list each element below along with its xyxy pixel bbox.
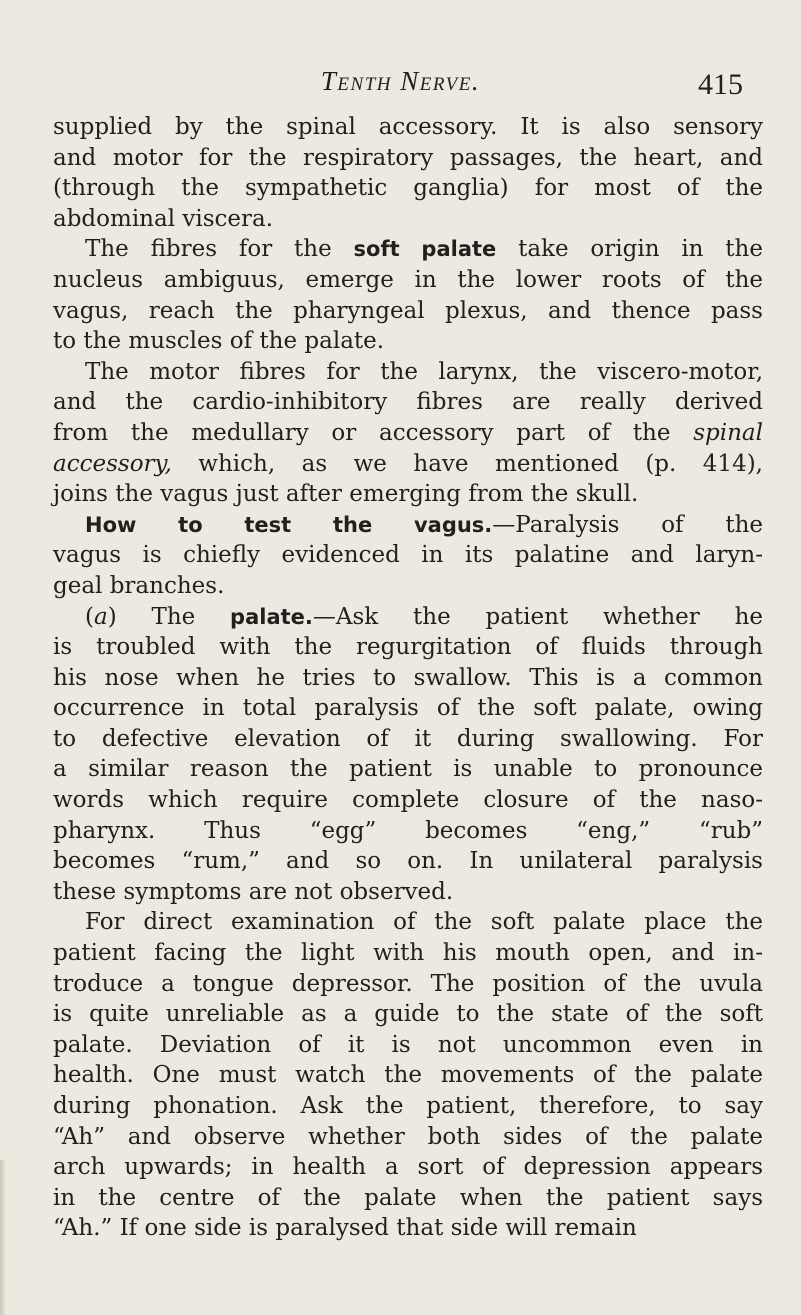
text-line: (through the sympathetic ganglia) for most of the xyxy=(53,175,763,202)
italic-text: a xyxy=(93,603,108,630)
text-span: take origin in the xyxy=(496,236,763,263)
text-line: to defective elevation of it during swallowing. For xyxy=(53,725,763,752)
text-line: vagus, reach the pharyngeal plexus, and thence pass xyxy=(53,297,763,324)
text-line: palate. Deviation of it is not uncommon even in xyxy=(53,1031,763,1058)
text-line xyxy=(53,449,763,480)
text-span: The fibres for the xyxy=(85,236,354,263)
text-span: ( xyxy=(85,603,94,630)
text-line: patient facing the light with his mouth open, and in- xyxy=(53,940,763,967)
text-line: The motor fibres for the larynx, the viscero-motor, xyxy=(85,358,763,385)
text-line: words which require complete closure of the naso- xyxy=(53,787,763,814)
text-line: For direct examination of the soft palate place the xyxy=(85,909,763,936)
text-line: is troubled with the regurgitation of fluids through xyxy=(53,634,763,661)
text-line: nucleus ambiguus, emerge in the lower roots of the xyxy=(53,266,763,293)
text-line: “Ah” and observe whether both sides of the palate xyxy=(53,1123,763,1150)
text-span: —Paralysis of the xyxy=(492,511,763,538)
text-line xyxy=(53,418,763,449)
text-line: becomes “rum,” and so on. In unilateral paralysis xyxy=(53,848,763,875)
paragraph xyxy=(53,907,763,1244)
text-line: occurrence in total paralysis of the soft palate, owing xyxy=(53,695,763,722)
text-line: health. One must watch the movements of the palate xyxy=(53,1062,763,1089)
text-line: to the muscles of the palate. xyxy=(53,328,385,355)
bold-heading: soft palate xyxy=(353,237,497,262)
paragraph xyxy=(53,112,763,234)
text-line xyxy=(53,602,763,633)
paragraph xyxy=(53,234,763,356)
page-number: 415 xyxy=(698,68,743,101)
text-line: and the cardio-inhibitory fibres are really derived xyxy=(53,389,763,416)
text-line: joins the vagus just after emerging from the skull. xyxy=(53,481,639,508)
text-line: in the centre of the palate when the patient says xyxy=(53,1184,763,1211)
text-line: a similar reason the patient is unable to pronounce xyxy=(53,756,763,783)
text-line: these symptoms are not observed. xyxy=(53,878,454,905)
text-line: is quite unreliable as a guide to the state of the soft xyxy=(53,1001,763,1028)
text-line: troduce a tongue depressor. The position of the uvula xyxy=(53,970,763,997)
body-text xyxy=(53,112,763,1244)
running-head: Tenth Nerve. xyxy=(320,66,481,96)
paragraph xyxy=(53,357,763,510)
text-line: and motor for the respiratory passages, the heart, and xyxy=(53,144,763,171)
text-span: —Ask the patient whether he xyxy=(312,603,763,630)
bold-heading: How to test the vagus. xyxy=(85,512,493,537)
page-header xyxy=(0,66,801,106)
text-line: during phonation. Ask the patient, therefore, to say xyxy=(53,1093,763,1119)
page-edge-shadow xyxy=(0,1160,6,1315)
text-span: which, as we have mentioned (p. 414), xyxy=(171,450,763,477)
text-line: abdominal viscera. xyxy=(53,205,274,232)
text-line: vagus is chiefly evidenced in its palatine and laryn- xyxy=(53,542,763,569)
text-span: from the medullary or accessory part of the xyxy=(53,419,694,446)
bold-heading: palate. xyxy=(230,604,313,629)
text-line: arch upwards; in health a sort of depression appears xyxy=(53,1154,763,1181)
text-span: ) The xyxy=(107,603,231,630)
italic-text: spinal xyxy=(693,419,763,446)
text-line xyxy=(53,510,763,541)
text-line: geal branches. xyxy=(53,572,225,599)
text-line: “Ah.” If one side is paralysed that side will remain xyxy=(53,1215,637,1242)
paragraph xyxy=(53,510,763,602)
italic-text: accessory, xyxy=(53,450,172,477)
text-line: pharynx. Thus “egg” becomes “eng,” “rub” xyxy=(53,817,763,844)
text-line: supplied by the spinal accessory. It is also sensory xyxy=(53,114,763,140)
text-line: his nose when he tries to swallow. This is a common xyxy=(53,664,763,691)
paragraph xyxy=(53,602,763,908)
text-line xyxy=(53,234,763,265)
